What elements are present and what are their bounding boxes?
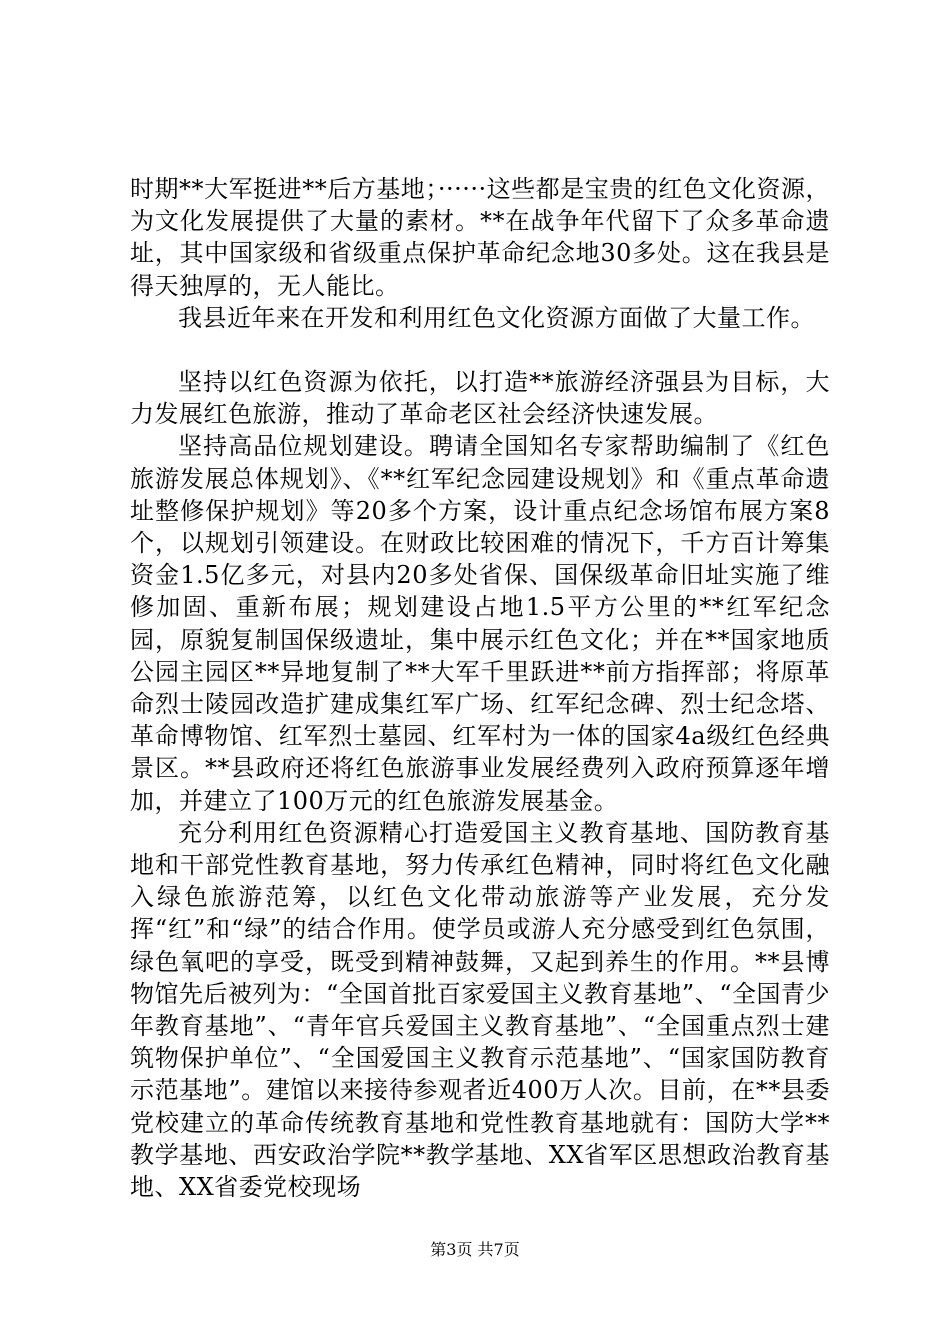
paragraph-continuation: 时期**大军挺进**后方基地；······这些都是宝贵的红色文化资源，为文化发展提供了大量的素材。**在战争年代留下了众多革命遗址，其中国家级和省级重点保护革命纪念地30多处。这在我县是得天独厚的，无人能比。 bbox=[130, 175, 830, 300]
paragraph-red-tourism: 坚持以红色资源为依托，以打造**旅游经济强县为目标，大力发展红色旅游，推动了革命老区社会经济快速发展。 bbox=[130, 368, 830, 429]
paragraph-planning: 坚持高品位规划建设。聘请全国知名专家帮助编制了《红色旅游发展总体规划》、《**红军纪念园建设规划》和《重点革命遗址整修保护规划》等20多个方案，设计重点纪念场馆布展方案8个，以规划引领建设。在财政比较困难的情况下，千方百计筹集资金1.5亿多元，对县内20多处省保、国保级革命旧址实施了维修加固、重新布展；规划建设占地1.5平方公里的**红军纪念园，原貌复制国保级遗址，集中展示红色文化；并在**国家地质公园主园区**异地复制了**大军千里跃进**前方指挥部；将原革命烈士陵园改造扩建成集红军广场、红军纪念碑、烈士纪念塔、革命博物馆、红军烈士墓园、红军村为一体的国家4a级红色经典景区。**县政府还将红色旅游事业发展经费列入政府预算逐年增加，并建立了100万元的红色旅游发展基金。 bbox=[130, 432, 830, 815]
paragraph-education-bases: 充分利用红色资源精心打造爱国主义教育基地、国防教育基地和干部党性教育基地，努力传承红色精神，同时将红色文化融入绿色旅游范筹，以红色文化带动旅游等产业发展，充分发挥“红”和“绿”的结合作用。使学员或游人充分感受到红色氛围，绿色氧吧的享受，既受到精神鼓舞，又起到养生的作用。**县博物馆先后被列为：“全国首批百家爱国主义教育基地”、“全国青少年教育基地”、“青年官兵爱国主义教育基地”、“全国重点烈士建筑物保护单位”、“全国爱国主义教育示范基地”、“国家国防教育示范基地”。建馆以来接待参观者近400万人次。目前，在**县委党校建立的革命传统教育基地和党性教育基地就有：国防大学**教学基地、西安政治学院**教学基地、XX省军区思想政治教育基地、XX省委党校现场 bbox=[130, 818, 830, 1202]
page-number-footer: 第3页 共7页 bbox=[430, 1240, 520, 1259]
paragraph-spacer bbox=[130, 334, 830, 366]
paragraph-intro: 我县近年来在开发和利用红色文化资源方面做了大量工作。 bbox=[178, 303, 815, 332]
document-body bbox=[130, 173, 830, 1203]
